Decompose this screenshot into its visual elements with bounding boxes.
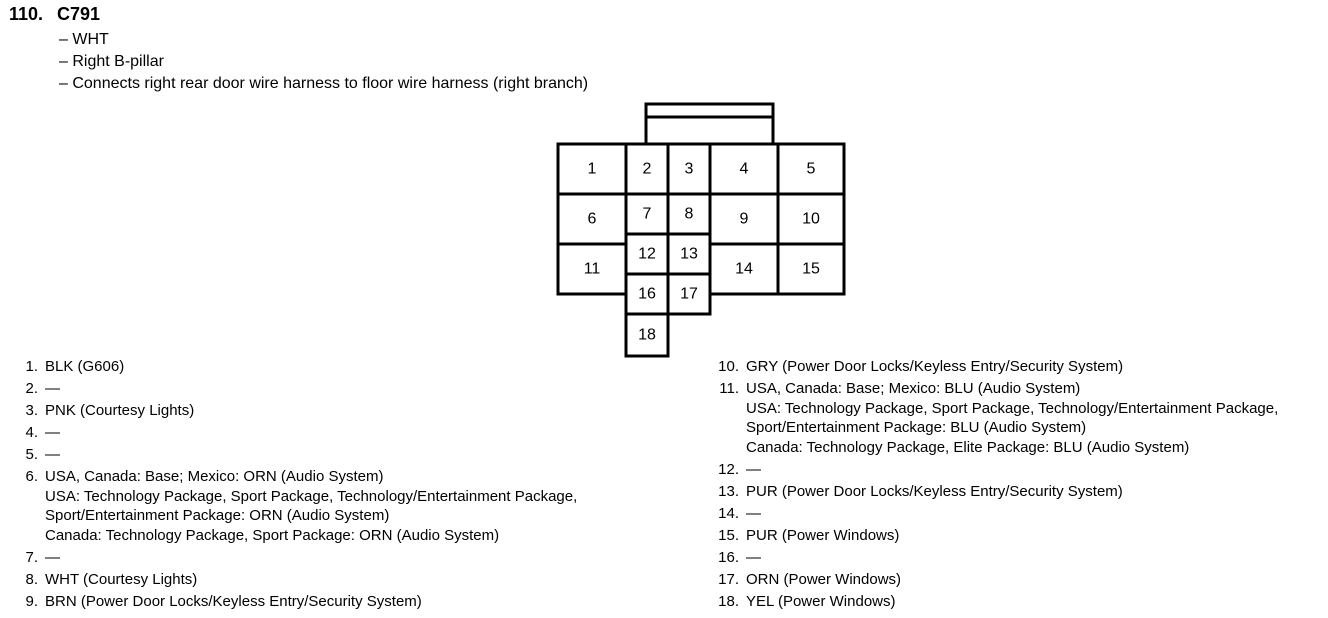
pin-number: 14. (718, 504, 739, 522)
pin-description (739, 548, 761, 568)
pin-description-line: GRY (Power Door Locks/Keyless Entry/Security System) (746, 358, 1124, 375)
pin-number: 2. (25, 380, 38, 398)
pin-description-line: PUR (Power Windows) (746, 526, 900, 544)
cavity-label-15: 15 (802, 260, 820, 278)
pin-number: 16. (718, 549, 739, 567)
pin-entry (16, 401, 577, 421)
pin-description-line: USA: Technology Package, Sport Package, Technology/Entertainment Package, (45, 487, 578, 505)
cavity-label-18: 18 (638, 326, 656, 344)
pin-description (739, 592, 896, 612)
pin-description-line: USA: Technology Package, Sport Package, Technology/Entertainment Package, (746, 399, 1279, 417)
pin-description-line: PNK (Courtesy Lights) (45, 402, 195, 420)
pinout-list-right (709, 357, 1278, 614)
cavity-label-13: 13 (680, 245, 698, 263)
cavity-label-2: 2 (642, 160, 652, 178)
pin-number: 11. (719, 380, 739, 398)
pin-description-line: BLK (G606) (45, 358, 125, 375)
pin-description-line: BRN (Power Door Locks/Keyless Entry/Security System) (45, 593, 422, 611)
pin-description-line: YEL (Power Windows) (746, 593, 896, 611)
pin-number: 12. (718, 460, 739, 478)
pin-description-line: USA, Canada: Base; Mexico: BLU (Audio System) (746, 380, 1081, 398)
pin-entry (709, 570, 1278, 590)
cavity-group (558, 144, 844, 356)
pinout-list-left (16, 357, 577, 614)
connector-color: – WHT (59, 31, 109, 48)
pin-entry (16, 592, 577, 612)
cavity-label-10: 10 (802, 210, 820, 228)
pin-description (739, 357, 1123, 377)
pin-entry (16, 548, 577, 568)
pin-entry (16, 423, 577, 443)
pin-entry (709, 504, 1278, 524)
cavity-label-17: 17 (680, 285, 698, 303)
pin-entry (16, 445, 577, 465)
pin-description (739, 379, 1278, 457)
pin-entry (709, 526, 1278, 546)
pin-number: 10. (718, 358, 739, 375)
pin-number: 18. (718, 593, 739, 611)
pin-description (38, 467, 577, 545)
pin-description-line: — (746, 549, 761, 567)
pin-description-line: WHT (Courtesy Lights) (45, 571, 198, 589)
pin-number: 6. (25, 468, 38, 486)
pin-description-line: Sport/Entertainment Package: ORN (Audio System) (45, 507, 390, 525)
pin-number: 15. (718, 526, 739, 544)
cavity-label-9: 9 (739, 210, 749, 228)
pin-number: 4. (25, 424, 38, 442)
pin-description-line: — (45, 549, 60, 567)
pin-description-line: Canada: Technology Package, Elite Package: BLU (Audio System) (746, 438, 1190, 456)
pin-number: 17. (718, 571, 739, 589)
cavity-label-3: 3 (684, 160, 694, 178)
pin-description (38, 423, 60, 443)
pin-number: 1. (25, 358, 38, 375)
pin-number: 9. (25, 593, 38, 611)
pin-description (739, 504, 761, 524)
pin-entry (709, 357, 1278, 377)
cavity-label-11: 11 (583, 260, 601, 278)
connector-number: 110. (9, 4, 44, 24)
pin-entry (16, 570, 577, 590)
pin-entry (709, 548, 1278, 568)
pin-entry (16, 467, 577, 545)
pin-entry (709, 460, 1278, 480)
pin-description (739, 482, 1123, 502)
pin-description (38, 570, 197, 590)
pin-entry (16, 357, 577, 377)
pin-description (739, 460, 761, 480)
cavity-label-7: 7 (642, 205, 652, 223)
pin-description-line: USA, Canada: Base; Mexico: ORN (Audio System) (45, 468, 384, 486)
pin-number: 5. (25, 446, 38, 464)
pin-description-line: Canada: Technology Package, Sport Package: ORN (Audio System) (45, 526, 500, 544)
pin-description-line: — (746, 504, 761, 522)
connector-id: C791 (57, 4, 101, 24)
cavity-label-8: 8 (684, 205, 694, 223)
connector-location: – Right B-pillar (59, 53, 164, 70)
connector-description: – Connects right rear door wire harness to floor wire harness (right branch) (59, 75, 589, 92)
pin-description (38, 548, 60, 568)
pin-number: 7. (25, 549, 38, 567)
pin-description (739, 570, 901, 590)
pin-description (38, 445, 60, 465)
pin-entry (709, 592, 1278, 612)
connector-lock-tab (646, 104, 773, 144)
pin-number: 8. (25, 571, 38, 589)
cavity-label-1: 1 (587, 160, 597, 178)
cavity-label-6: 6 (587, 210, 597, 228)
pin-description (38, 592, 422, 612)
pin-description-line: PUR (Power Door Locks/Keyless Entry/Security System) (746, 482, 1123, 500)
pin-description-line: — (45, 380, 60, 398)
pin-description (38, 379, 60, 399)
pin-number: 3. (25, 402, 38, 420)
pin-description-line: Sport/Entertainment Package: BLU (Audio System) (746, 419, 1087, 437)
pin-entry (709, 482, 1278, 502)
cavity-label-16: 16 (638, 285, 656, 303)
cavity-label-4: 4 (739, 160, 749, 178)
pin-description-line: ORN (Power Windows) (746, 571, 902, 589)
pin-entry (16, 379, 577, 399)
cavity-label-14: 14 (735, 260, 753, 278)
pin-description (739, 526, 899, 546)
pin-number: 13. (718, 482, 739, 500)
cavity-label-12: 12 (638, 245, 656, 263)
pin-description-line: — (45, 424, 60, 442)
cavity-label-5: 5 (806, 160, 816, 178)
pin-description-line: — (45, 446, 60, 464)
pin-description (38, 401, 194, 421)
pin-entry (709, 379, 1278, 457)
pin-description (38, 357, 124, 377)
pin-description-line: — (746, 460, 761, 478)
